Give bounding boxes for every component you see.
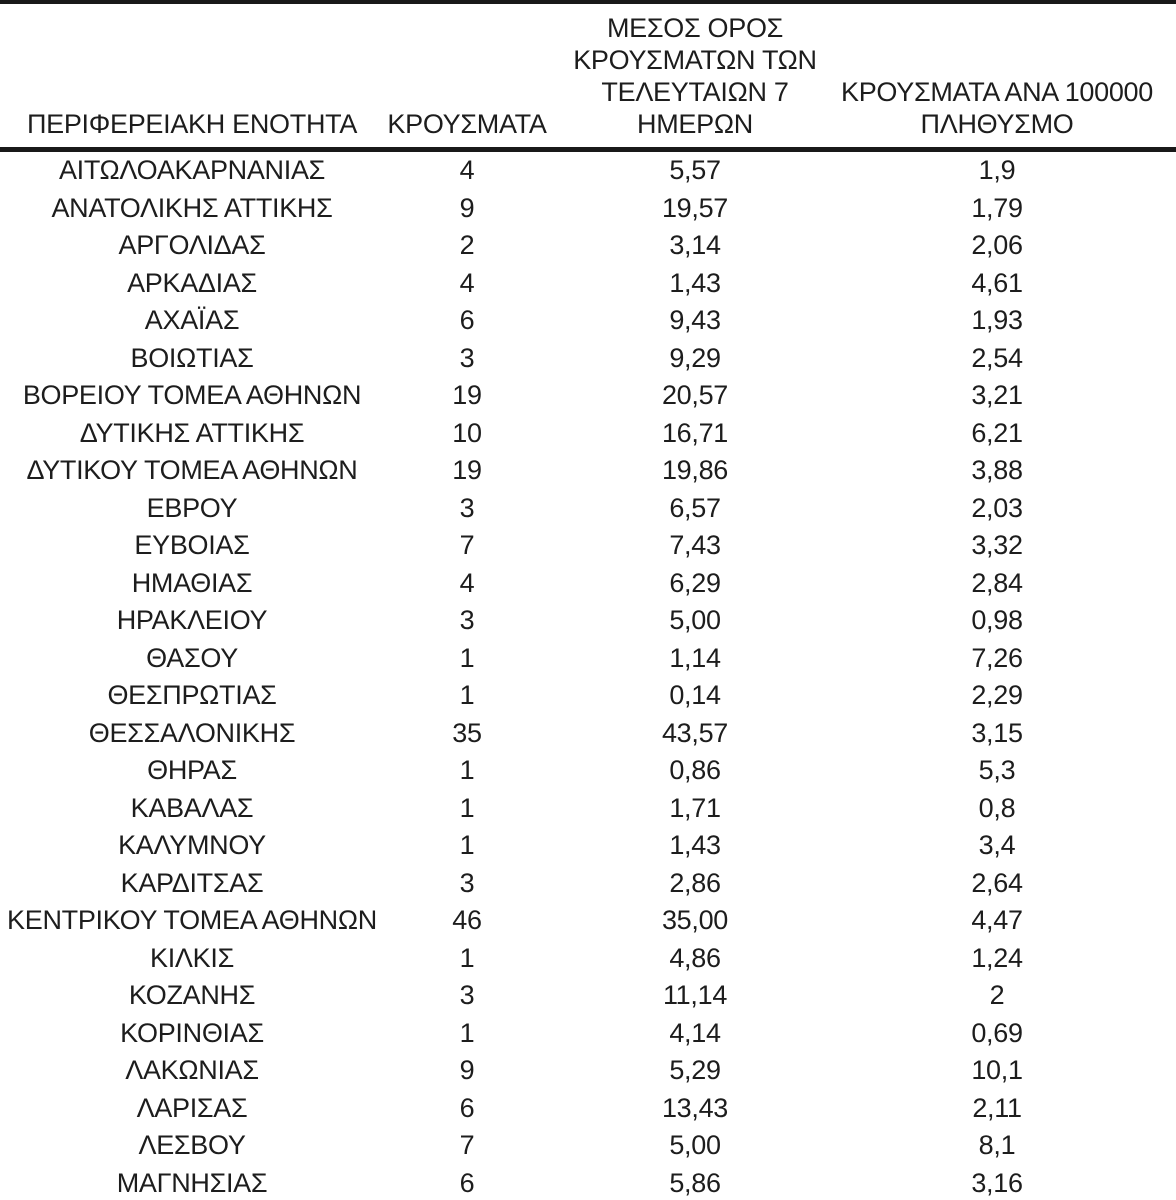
per100k-cell: 10,1: [971, 1055, 1023, 1086]
table-row: [0, 827, 1176, 865]
cases-cell: 2: [459, 230, 475, 261]
table-row: [0, 265, 1176, 303]
cases-cell: 1: [459, 755, 475, 786]
per100k-cell: 3,21: [971, 380, 1023, 411]
table-row: [0, 865, 1176, 903]
table-row: [0, 640, 1176, 678]
region-cell: ΛΑΚΩΝΙΑΣ: [125, 1055, 259, 1086]
cases-cell: 6: [459, 1167, 475, 1198]
avg7days-cell: 9,29: [669, 342, 721, 373]
cases-cell: 4: [459, 267, 475, 298]
table-row: [0, 527, 1176, 565]
table-row: [0, 377, 1176, 415]
header-region: [0, 2, 384, 150]
avg7days-cell: 43,57: [661, 717, 729, 748]
cases-cell: 1: [459, 830, 475, 861]
cases-cell: 19: [452, 455, 482, 486]
table-body: [0, 150, 1176, 1200]
cases-cell: 7: [459, 1130, 475, 1161]
per100k-cell: 2,06: [971, 230, 1023, 261]
region-cell: ΑΙΤΩΛΟΑΚΑΡΝΑΝΙΑΣ: [58, 155, 326, 186]
table-row: [0, 1090, 1176, 1128]
table-row: [0, 340, 1176, 378]
avg7days-cell: 0,86: [669, 755, 721, 786]
header-avg7days-line4: ΗΜΕΡΩΝ: [637, 109, 753, 139]
table-row: [0, 490, 1176, 528]
per100k-cell: 7,26: [971, 642, 1023, 673]
cases-cell: 19: [452, 380, 482, 411]
per100k-cell: 2,29: [971, 680, 1023, 711]
table-row: [0, 1015, 1176, 1053]
avg7days-cell: 5,86: [669, 1167, 721, 1198]
header-region-label: ΠΕΡΙΦΕΡΕΙΑΚΗ ΕΝΟΤΗΤΑ: [26, 109, 358, 139]
table-header: [0, 2, 1176, 150]
avg7days-cell: 20,57: [661, 380, 729, 411]
cases-cell: 1: [459, 1017, 475, 1048]
per100k-cell: 3,15: [971, 717, 1023, 748]
table-row: [0, 677, 1176, 715]
per100k-cell: 1,24: [971, 942, 1023, 973]
region-cell: ΚΑΒΑΛΑΣ: [130, 792, 254, 823]
avg7days-cell: 19,57: [661, 192, 729, 223]
avg7days-cell: 5,29: [669, 1055, 721, 1086]
avg7days-cell: 9,43: [669, 305, 721, 336]
cases-cell: 3: [459, 980, 475, 1011]
header-row: [0, 2, 1176, 150]
region-cell: ΚΑΡΔΙΤΣΑΣ: [120, 867, 264, 898]
table-row: [0, 150, 1176, 190]
avg7days-cell: 35,00: [661, 905, 729, 936]
cases-cell: 1: [459, 680, 475, 711]
per100k-cell: 5,3: [978, 755, 1016, 786]
avg7days-cell: 0,14: [669, 680, 721, 711]
header-cases-label: ΚΡΟΥΣΜΑΤΑ: [387, 109, 547, 139]
per100k-cell: 1,93: [971, 305, 1023, 336]
table-row: [0, 190, 1176, 228]
header-per100k-line2: ΠΛΗΘΥΣΜΟ: [920, 109, 1074, 139]
cases-cell: 6: [459, 1092, 475, 1123]
avg7days-cell: 5,57: [669, 155, 721, 186]
table-row: [0, 415, 1176, 453]
cases-cell: 1: [459, 642, 475, 673]
cases-cell: 46: [452, 905, 482, 936]
header-cases: [384, 2, 550, 150]
avg7days-cell: 1,43: [669, 830, 721, 861]
region-cell: ΚΙΛΚΙΣ: [150, 942, 234, 973]
avg7days-cell: 4,14: [669, 1017, 721, 1048]
table-row: [0, 902, 1176, 940]
per100k-cell: 0,69: [971, 1017, 1023, 1048]
table-row: [0, 977, 1176, 1015]
header-avg7days: [550, 2, 840, 150]
region-cell: ΘΗΡΑΣ: [147, 755, 237, 786]
per100k-cell: 2,64: [971, 867, 1023, 898]
per100k-cell: 3,4: [978, 830, 1016, 861]
per100k-cell: 8,1: [978, 1130, 1016, 1161]
header-avg7days-line2: ΚΡΟΥΣΜΑΤΩΝ ΤΩΝ: [573, 45, 817, 75]
avg7days-cell: 7,43: [669, 530, 721, 561]
avg7days-cell: 5,00: [669, 605, 721, 636]
region-cell: ΑΡΓΟΛΙΔΑΣ: [118, 230, 266, 261]
region-cell: ΚΟΖΑΝΗΣ: [128, 980, 256, 1011]
per100k-cell: 4,61: [971, 267, 1023, 298]
region-cell: ΕΥΒΟΙΑΣ: [134, 530, 250, 561]
avg7days-cell: 1,14: [669, 642, 721, 673]
region-cell: ΚΟΡΙΝΘΙΑΣ: [120, 1017, 264, 1048]
region-cell: ΘΕΣΣΑΛΟΝΙΚΗΣ: [88, 717, 296, 748]
region-cell: ΜΑΓΝΗΣΙΑΣ: [116, 1167, 268, 1198]
avg7days-cell: 19,86: [661, 455, 729, 486]
avg7days-cell: 13,43: [661, 1092, 729, 1123]
per100k-cell: 4,47: [971, 905, 1023, 936]
region-cell: ΘΑΣΟΥ: [146, 642, 238, 673]
cases-cell: 3: [459, 867, 475, 898]
header-per100k-line1: ΚΡΟΥΣΜΑΤΑ ΑΝΑ 100000: [841, 77, 1153, 107]
avg7days-cell: 2,86: [669, 867, 721, 898]
region-cell: ΒΟΙΩΤΙΑΣ: [130, 342, 254, 373]
cases-cell: 3: [459, 342, 475, 373]
avg7days-cell: 11,14: [662, 980, 728, 1011]
header-avg7days-line1: ΜΕΣΟΣ ΟΡΟΣ: [606, 13, 784, 43]
header-per100k: [840, 2, 1176, 150]
per100k-cell: 2,84: [971, 567, 1023, 598]
cases-cell: 1: [459, 942, 475, 973]
cases-cell: 9: [459, 1055, 475, 1086]
avg7days-cell: 1,43: [669, 267, 721, 298]
per100k-cell: 3,32: [971, 530, 1023, 561]
region-cell: ΔΥΤΙΚΟΥ ΤΟΜΕΑ ΑΘΗΝΩΝ: [26, 455, 358, 486]
cases-cell: 35: [452, 717, 482, 748]
per100k-cell: 3,16: [971, 1167, 1023, 1198]
region-cell: ΑΡΚΑΔΙΑΣ: [127, 267, 257, 298]
table-row: [0, 1127, 1176, 1165]
cases-cell: 3: [459, 492, 475, 523]
per100k-cell: 2,03: [971, 492, 1023, 523]
avg7days-cell: 16,71: [661, 417, 729, 448]
header-avg7days-line3: ΤΕΛΕΥΤΑΙΩΝ 7: [601, 77, 789, 107]
avg7days-cell: 6,57: [669, 492, 721, 523]
per100k-cell: 6,21: [971, 417, 1023, 448]
cases-cell: 6: [459, 305, 475, 336]
avg7days-cell: 3,14: [669, 230, 721, 261]
per100k-cell: 2,11: [972, 1092, 1022, 1123]
table-row: [0, 752, 1176, 790]
table-row: [0, 302, 1176, 340]
region-cell: ΑΝΑΤΟΛΙΚΗΣ ΑΤΤΙΚΗΣ: [51, 192, 333, 223]
region-cell: ΘΕΣΠΡΩΤΙΑΣ: [107, 680, 277, 711]
cases-cell: 1: [459, 792, 475, 823]
per100k-cell: 1,79: [971, 192, 1023, 223]
region-cell: ΚΕΝΤΡΙΚΟΥ ΤΟΜΕΑ ΑΘΗΝΩΝ: [7, 905, 377, 936]
cases-cell: 3: [459, 605, 475, 636]
per100k-cell: 0,98: [971, 605, 1023, 636]
per100k-cell: 2,54: [971, 342, 1023, 373]
avg7days-cell: 5,00: [669, 1130, 721, 1161]
table-row: [0, 790, 1176, 828]
region-cell: ΛΑΡΙΣΑΣ: [136, 1092, 248, 1123]
table-row: [0, 1052, 1176, 1090]
region-cell: ΕΒΡΟΥ: [146, 492, 238, 523]
table-row: [0, 565, 1176, 603]
region-cell: ΛΕΣΒΟΥ: [138, 1130, 246, 1161]
per100k-cell: 3,88: [971, 455, 1023, 486]
per100k-cell: 1,9: [978, 155, 1016, 186]
region-cell: ΔΥΤΙΚΗΣ ΑΤΤΙΚΗΣ: [79, 417, 305, 448]
cases-cell: 7: [459, 530, 475, 561]
table-row: [0, 227, 1176, 265]
region-cell: ΗΡΑΚΛΕΙΟΥ: [116, 605, 268, 636]
table-row: [0, 602, 1176, 640]
cases-cell: 10: [452, 417, 482, 448]
table-row: [0, 715, 1176, 753]
avg7days-cell: 4,86: [669, 942, 721, 973]
table-row: [0, 452, 1176, 490]
cases-cell: 9: [459, 192, 475, 223]
table-row: [0, 940, 1176, 978]
region-cell: ΗΜΑΘΙΑΣ: [131, 567, 253, 598]
cases-cell: 4: [459, 567, 475, 598]
avg7days-cell: 6,29: [669, 567, 721, 598]
avg7days-cell: 1,71: [669, 792, 721, 823]
table-row: [0, 1165, 1176, 1200]
per100k-cell: 2: [989, 980, 1005, 1011]
cases-cell: 4: [459, 155, 475, 186]
per100k-cell: 0,8: [978, 792, 1016, 823]
region-cell: ΑΧΑΪΑΣ: [144, 305, 240, 336]
region-cell: ΒΟΡΕΙΟΥ ΤΟΜΕΑ ΑΘΗΝΩΝ: [22, 380, 362, 411]
region-cell: ΚΑΛΥΜΝΟΥ: [118, 830, 266, 861]
